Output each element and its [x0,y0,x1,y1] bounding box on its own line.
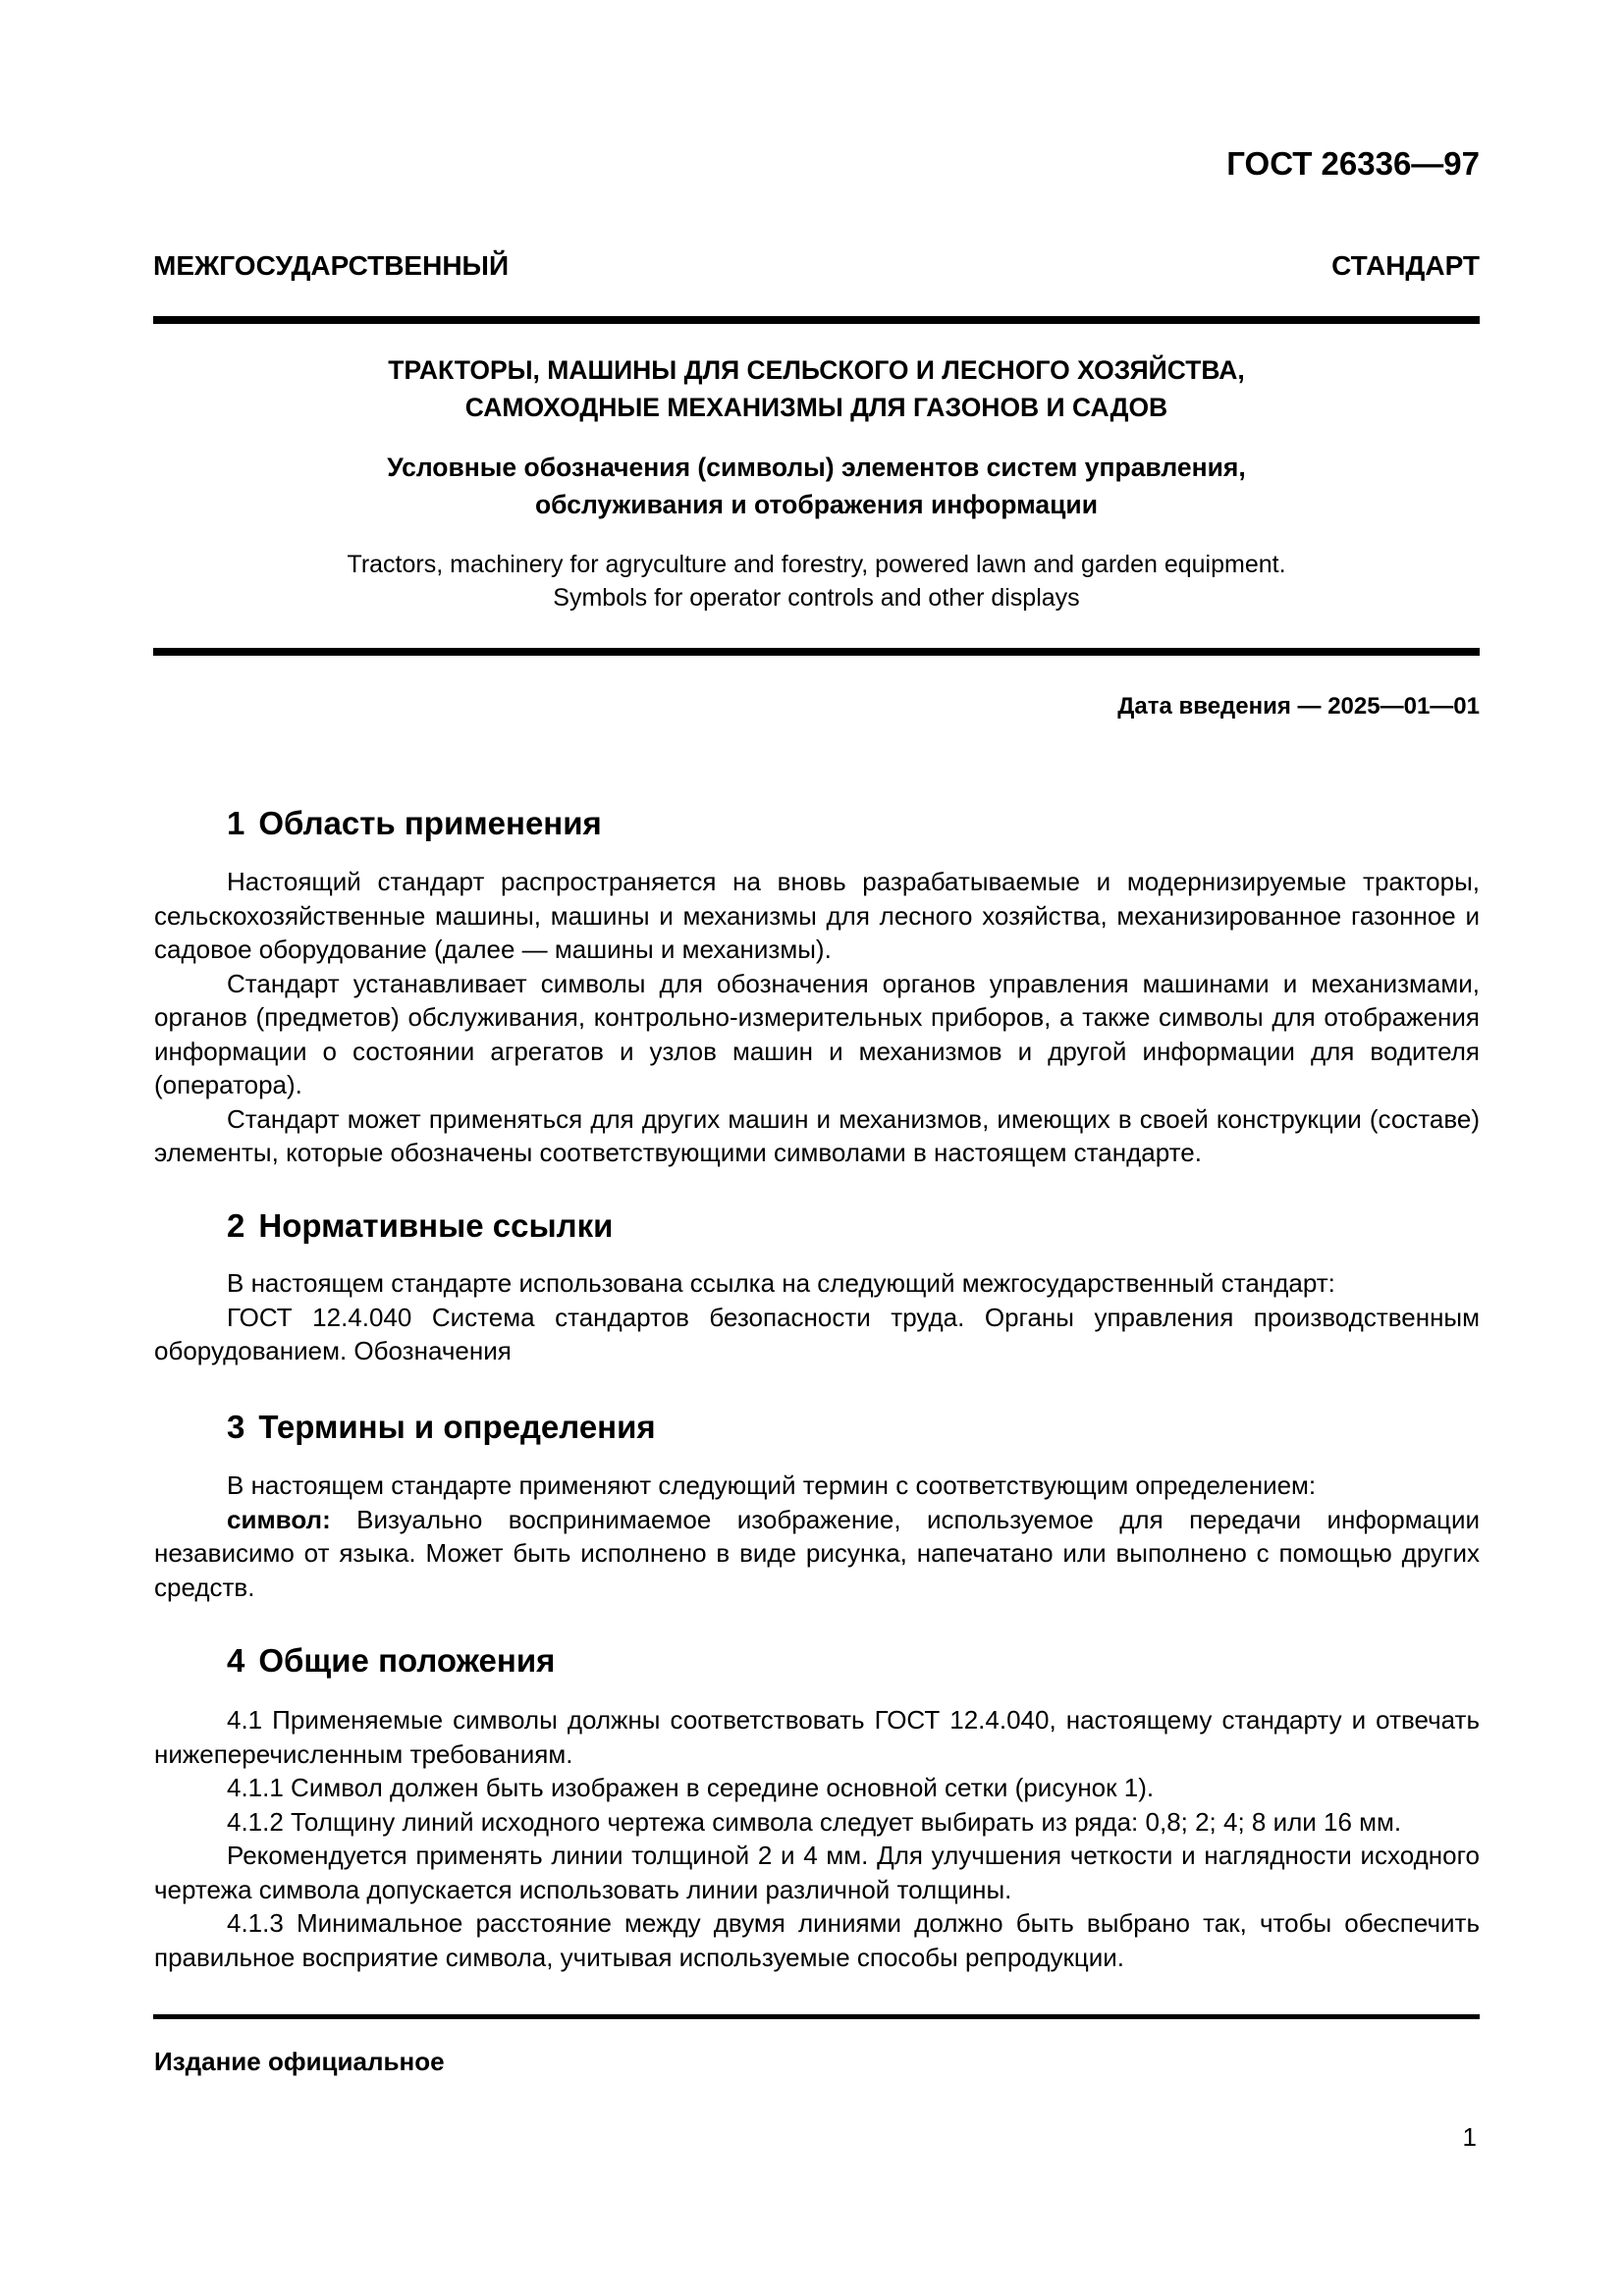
section-title: Область применения [258,805,602,841]
top-rule [153,316,1480,324]
subtitle-line-2: обслуживания и отображения информации [535,490,1098,519]
term-definition [154,1503,1480,1605]
section-number: 2 [227,1207,245,1244]
title-line-1: ТРАКТОРЫ, МАШИНЫ ДЛЯ СЕЛЬСКОГО И ЛЕСНОГО ХОЗЯЙСТВА, [388,355,1245,385]
subtitle-line-1: Условные обозначения (символы) элементов систем управления, [387,453,1246,482]
paragraph: В настоящем стандарте применяют следующий термин с соответствующим определением: [227,1470,1317,1500]
english-title [153,548,1480,614]
paragraph: Стандарт может применяться для других машин и механизмов, имеющих в своей конструкции (составе) элементы, которые обозначены соответствующими символами в настоящем стандарте. [154,1103,1480,1167]
paragraph: Стандарт устанавливает символы для обозначения органов управления машинами и механизмами, органов (предметов) обслуживания, контрольно-измерительных приборов, а также символы для отображения информации о состоянии агрегатов и узлов машин и механизмов и другой информации для водителя (оператора). [154,968,1480,1099]
standard-type-label: МЕЖГОСУДАРСТВЕННЫЙ СТАНДАРТ [153,250,1480,281]
title-bottom-rule [153,648,1480,656]
section-2-body [154,1266,1480,1368]
section-title: Термины и определения [258,1409,656,1445]
paragraph: Настоящий стандарт распространяется на вновь разрабатываемые и модернизируемые тракторы, сельскохозяйственные машины, машины и механизмы для лесного хозяйства, механизированное газонное и садовое оборудование (далее — машины и механизмы). [154,867,1480,964]
section-4-heading [227,1642,555,1680]
section-number: 1 [227,805,245,841]
section-title: Нормативные ссылки [258,1207,614,1244]
document-number: ГОСТ 26336—97 [1226,145,1480,182]
section-3-heading [227,1409,656,1446]
footer-rule [153,2014,1480,2019]
paragraph: 4.1.3 Минимальное расстояние между двумя линиями должно быть выбрано так, чтобы обеспечить правильное восприятие символа, учитывая используемые способы репродукции. [154,1908,1480,1972]
definition: Визуально воспринимаемое изображение, используемое для передачи информации независимо от языка. Может быть исполнено в виде рисунка, напечатано или выполнено с помощью других средств. [154,1504,1480,1602]
section-number: 3 [227,1409,245,1445]
paragraph: 4.1 Применяемые символы должны соответствовать ГОСТ 12.4.040, настоящему стандарту и отвечать нижеперечисленным требованиям. [154,1705,1480,1769]
paragraph: Рекомендуется применять линии толщиной 2 и 4 мм. Для улучшения четкости и наглядности исходного чертежа символа допускается использовать линии различной толщины. [154,1841,1480,1904]
paragraph: ГОСТ 12.4.040 Система стандартов безопасности труда. Органы управления производственным оборудованием. Обозначения [154,1302,1480,1365]
section-3-body [154,1468,1480,1604]
english-title-line-1: Tractors, machinery for agryculture and forestry, powered lawn and garden equipment. [347,551,1286,578]
title-line-2: САМОХОДНЫЕ МЕХАНИЗМЫ ДЛЯ ГАЗОНОВ И САДОВ [464,393,1168,422]
section-4-body [154,1703,1480,1974]
paragraph: В настоящем стандарте использована ссылка на следующий межгосударственный стандарт: [227,1268,1335,1298]
english-title-line-2: Symbols for operator controls and other displays [553,584,1080,612]
paragraph: 4.1.1 Символ должен быть изображен в середине основной сетки (рисунок 1). [227,1773,1155,1802]
term: символ: [227,1504,331,1534]
section-1-body [154,865,1480,1170]
document-subtitle [153,449,1480,523]
document-title [153,351,1480,426]
edition-label: Издание официальное [154,2047,445,2076]
section-2-heading [227,1207,613,1245]
page-number: 1 [1462,2122,1477,2152]
paragraph: 4.1.2 Толщину линий исходного чертежа символа следует выбирать из ряда: 0,8; 2; 4; 8 или 16 мм. [227,1806,1402,1837]
section-number: 4 [227,1642,245,1679]
section-title: Общие положения [258,1642,556,1679]
introduction-date: Дата введения — 2025—01—01 [1117,693,1480,720]
section-1-heading [227,805,602,842]
